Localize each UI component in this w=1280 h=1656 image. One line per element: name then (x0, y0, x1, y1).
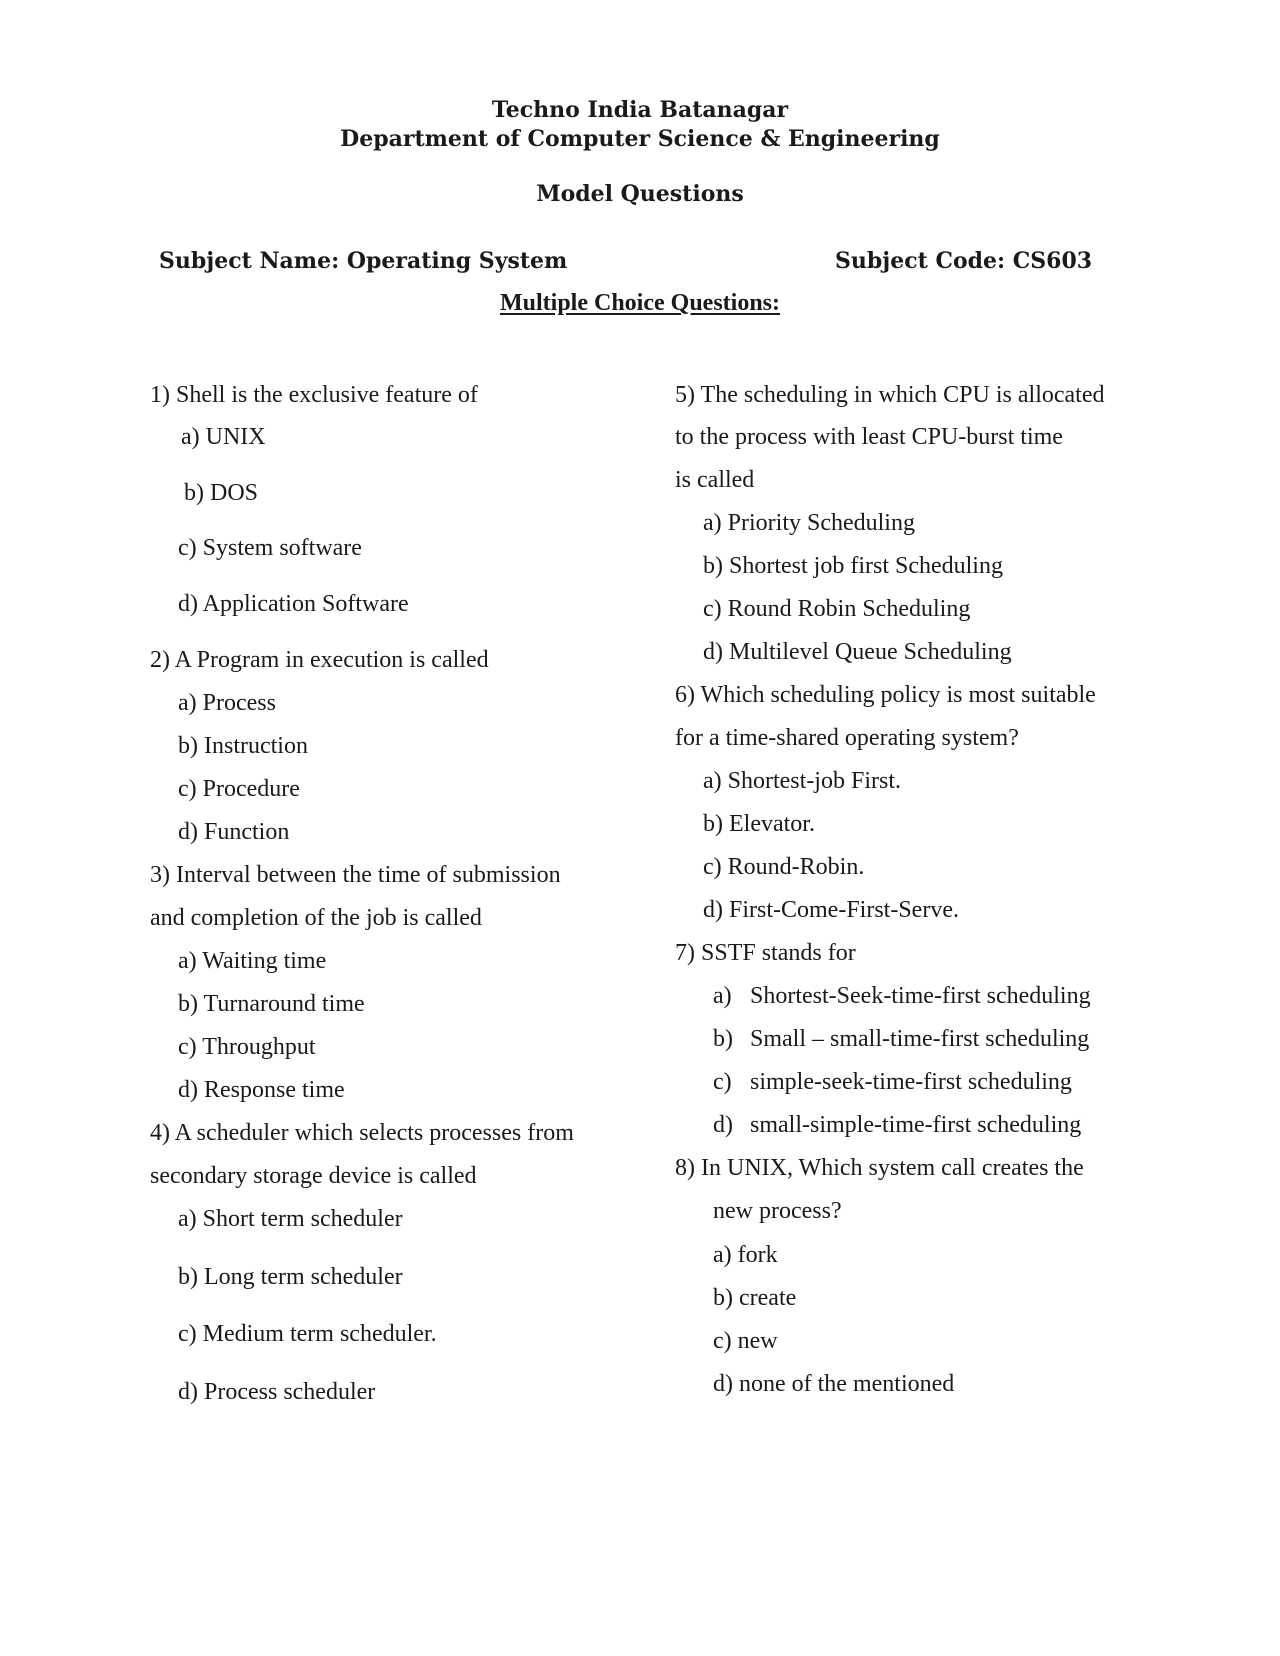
subject-name: Subject Name: Operating System (159, 248, 568, 274)
institution-name: Techno India Batanagar (491, 97, 789, 123)
option-d: d) First-Come-First-Serve. (703, 897, 959, 923)
option-d: d) Process scheduler (178, 1379, 376, 1405)
option-c: c) Round-Robin. (703, 854, 865, 880)
option-d: d) Function (178, 819, 290, 845)
option-c: c) Throughput (178, 1034, 316, 1060)
option-b-letter: b) (713, 1026, 733, 1052)
option-c-letter: c) (713, 1069, 732, 1095)
question-text: 8) In UNIX, Which system call creates the (675, 1155, 1084, 1181)
question-text: 3) Interval between the time of submission (150, 862, 561, 888)
option-c: c) new (713, 1328, 778, 1354)
option-a: a) Priority Scheduling (703, 510, 915, 536)
question-text: to the process with least CPU-burst time (675, 424, 1063, 450)
option-c: c) Medium term scheduler. (178, 1321, 437, 1347)
option-b: Small – small-time-first scheduling (750, 1026, 1090, 1052)
department-name: Department of Computer Science & Engineering (340, 126, 940, 152)
option-d: d) Response time (178, 1077, 345, 1103)
option-b: b) DOS (184, 480, 259, 506)
option-b: b) Long term scheduler (178, 1264, 403, 1290)
option-a: a) Shortest-job First. (703, 768, 901, 794)
question-text: new process? (713, 1198, 842, 1224)
question-text: 5) The scheduling in which CPU is allocated (675, 382, 1105, 408)
question-text: secondary storage device is called (150, 1163, 477, 1189)
option-a: a) fork (713, 1242, 778, 1268)
question-text: and completion of the job is called (150, 905, 482, 931)
question-text: 7) SSTF stands for (675, 940, 856, 966)
option-a: Shortest-Seek-time-first scheduling (750, 983, 1091, 1009)
document-type: Model Questions (536, 181, 744, 207)
option-a: a) Process (178, 690, 276, 716)
option-b: b) create (713, 1285, 797, 1311)
option-d: d) Multilevel Queue Scheduling (703, 639, 1012, 665)
section-title: Multiple Choice Questions: (500, 290, 780, 316)
option-a: a) Waiting time (178, 948, 327, 974)
option-b: b) Instruction (178, 733, 308, 759)
option-c: c) Round Robin Scheduling (703, 596, 971, 622)
question-text: 6) Which scheduling policy is most suitable (675, 682, 1096, 708)
option-b: b) Turnaround time (178, 991, 365, 1017)
question-text: is called (675, 467, 755, 493)
option-a-letter: a) (713, 983, 732, 1009)
option-a: a) Short term scheduler (178, 1206, 403, 1232)
option-c: c) System software (178, 535, 362, 561)
option-c: c) Procedure (178, 776, 300, 802)
option-d: d) none of the mentioned (713, 1371, 955, 1397)
option-b: b) Elevator. (703, 811, 815, 837)
option-d: d) Application Software (178, 591, 409, 617)
option-c: simple-seek-time-first scheduling (750, 1069, 1072, 1095)
question-text: 1) Shell is the exclusive feature of (150, 382, 478, 408)
question-text: 2) A Program in execution is called (150, 647, 489, 673)
subject-code: Subject Code: CS603 (835, 248, 1093, 274)
option-d: small-simple-time-first scheduling (750, 1112, 1082, 1138)
option-b: b) Shortest job first Scheduling (703, 553, 1003, 579)
option-d-letter: d) (713, 1112, 733, 1138)
option-a: a) UNIX (181, 424, 266, 450)
question-text: 4) A scheduler which selects processes from (150, 1120, 574, 1146)
question-text: for a time-shared operating system? (675, 725, 1019, 751)
